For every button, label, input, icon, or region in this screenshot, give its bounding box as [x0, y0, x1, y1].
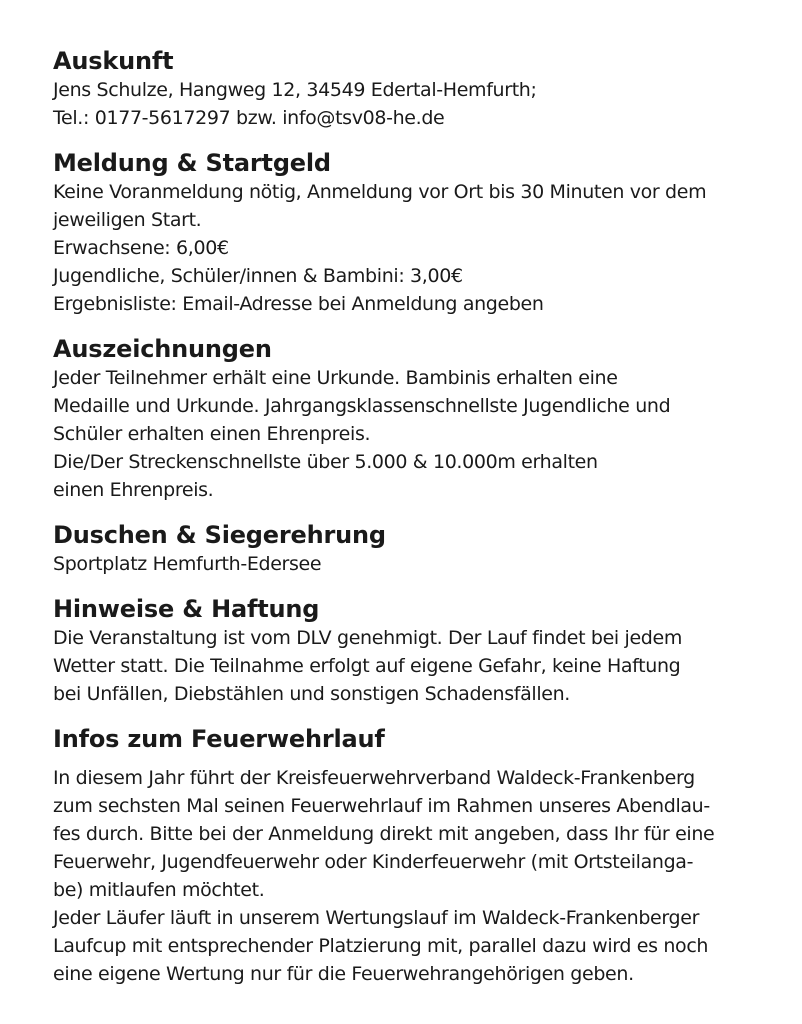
body-line: Jeder Teilnehmer erhält eine Urkunde. Bambinis erhalten eine — [53, 367, 618, 389]
section-auskunft — [53, 46, 773, 132]
spacer — [53, 708, 773, 724]
body-line: zum sechsten Mal seinen Feuerwehrlauf im Rahmen unseres Abendlau- — [53, 795, 710, 817]
spacer — [53, 132, 773, 148]
body-line: Ergebnisliste: Email-Adresse bei Anmeldung angeben — [53, 293, 544, 315]
body-line: Die Veranstaltung ist vom DLV genehmigt. Der Lauf findet bei jedem — [53, 627, 683, 649]
section-heading: Auskunft — [53, 47, 174, 75]
body-line: Keine Voranmeldung nötig, Anmeldung vor Ort bis 30 Minuten vor dem — [53, 181, 707, 203]
section-feuerwehrlauf — [53, 724, 773, 988]
spacer — [53, 754, 773, 764]
body-line: Wetter statt. Die Teilnahme erfolgt auf eigene Gefahr, keine Haftung — [53, 655, 681, 677]
section-meldung-startgeld — [53, 148, 773, 318]
document-page — [53, 46, 773, 988]
spacer — [53, 318, 773, 334]
body-line: Jens Schulze, Hangweg 12, 34549 Edertal-Hemfurth; — [53, 79, 537, 101]
spacer — [53, 578, 773, 594]
body-line: Schüler erhalten einen Ehrenpreis. — [53, 423, 371, 445]
body-line: Die/Der Streckenschnellste über 5.000 & 10.000m erhalten — [53, 451, 598, 473]
body-line: Medaille und Urkunde. Jahrgangsklassenschnellste Jugendliche und — [53, 395, 671, 417]
section-heading: Duschen & Siegerehrung — [53, 521, 386, 549]
section-body — [53, 178, 773, 318]
section-auszeichnungen — [53, 334, 773, 504]
body-line: Laufcup mit entsprechender Platzierung mit, parallel dazu wird es noch — [53, 935, 709, 957]
body-line: fes durch. Bitte bei der Anmeldung direkt mit angeben, dass Ihr für eine — [53, 823, 715, 845]
body-line: Sportplatz Hemfurth-Edersee — [53, 553, 322, 575]
section-body — [53, 624, 773, 708]
section-body — [53, 550, 773, 578]
spacer — [53, 504, 773, 520]
body-line: be) mitlaufen möchtet. — [53, 879, 265, 901]
body-line: eine eigene Wertung nur für die Feuerwehrangehörigen geben. — [53, 963, 634, 985]
body-line: bei Unfällen, Diebstählen und sonstigen Schadensfällen. — [53, 683, 570, 705]
section-body — [53, 76, 773, 132]
body-line: Feuerwehr, Jugendfeuerwehr oder Kinderfeuerwehr (mit Ortsteilanga- — [53, 851, 694, 873]
body-line: In diesem Jahr führt der Kreisfeuerwehrverband Waldeck-Frankenberg — [53, 767, 695, 789]
body-line: Jugendliche, Schüler/innen & Bambini: 3,00€ — [53, 265, 463, 287]
body-line: Tel.: 0177-5617297 bzw. info@tsv08-he.de — [53, 107, 445, 129]
section-heading: Infos zum Feuerwehrlauf — [53, 725, 385, 753]
body-line: einen Ehrenpreis. — [53, 479, 214, 501]
section-heading: Auszeichnungen — [53, 335, 272, 363]
body-line: Jeder Läufer läuft in unserem Wertungslauf im Waldeck-Frankenberger — [53, 907, 700, 929]
section-body — [53, 764, 773, 988]
section-heading: Hinweise & Haftung — [53, 595, 320, 623]
section-heading: Meldung & Startgeld — [53, 149, 331, 177]
section-duschen-siegerehrung — [53, 520, 773, 578]
section-hinweise-haftung — [53, 594, 773, 708]
section-body — [53, 364, 773, 504]
body-line: Erwachsene: 6,00€ — [53, 237, 229, 259]
body-line: jeweiligen Start. — [53, 209, 202, 231]
